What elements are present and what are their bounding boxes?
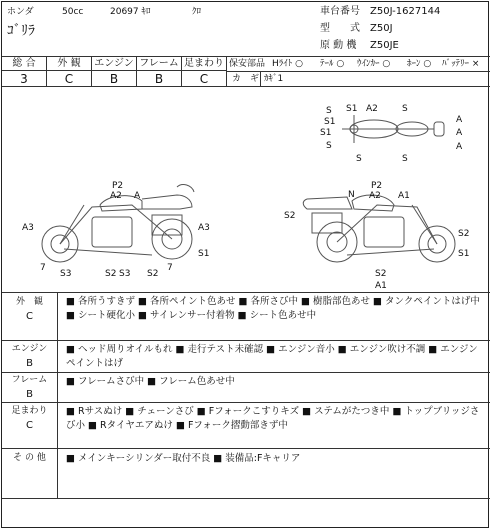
label: P2 xyxy=(371,181,383,191)
damage-diagram xyxy=(2,87,490,292)
section-title-frame: フレーム xyxy=(11,375,48,385)
grade-header-exterior: 外 観 xyxy=(57,58,81,69)
section-notes-frame: ■ フレームさび中 ■ フレーム色あせ中 xyxy=(66,376,235,387)
grade-header-frame: フレーム xyxy=(139,58,179,69)
frame-no-label: 車台番号 xyxy=(320,6,360,17)
section-title-exterior: 外 観 xyxy=(15,297,43,307)
equip-horn: ﾎｰﾝ ○ xyxy=(407,59,432,69)
label: N xyxy=(348,190,355,200)
label: S2 xyxy=(375,269,387,279)
grade-header-suspension: 足まわり xyxy=(184,58,224,69)
grade-frame: B xyxy=(154,72,164,86)
label: A3 xyxy=(22,223,34,233)
color: ｸﾛ xyxy=(192,7,202,17)
label: S xyxy=(402,104,408,114)
grade-header-engine: エンジン xyxy=(94,58,134,69)
model-name: ｺﾞﾘﾗ xyxy=(7,23,35,39)
label: A2 xyxy=(366,104,378,114)
top-view-labels xyxy=(320,104,463,164)
label: P2 xyxy=(112,181,124,191)
type-value: Z50J xyxy=(370,23,393,34)
label: A xyxy=(134,191,141,201)
equip-tail: ﾃｰﾙ ○ xyxy=(320,59,345,69)
label: S1 xyxy=(324,117,336,127)
label: S2 xyxy=(284,211,296,221)
label: S1 xyxy=(198,249,210,259)
label: A2 xyxy=(369,191,381,201)
label: S xyxy=(402,154,408,164)
grade-header-overall: 総 合 xyxy=(12,58,36,69)
section-grade-engine: B xyxy=(26,358,33,369)
label: 7 xyxy=(167,263,173,273)
displacement: 50cc xyxy=(62,7,84,17)
section-notes-exterior: ■ 各所うすきず ■ 各所ペイント色あせ ■ 各所さび中 ■ 樹脂部色あせ ■ タンクペイントはげ中 ■ シート硬化小 ■ サイレンサー付着物 ■ シート色あせ中 xyxy=(66,296,480,321)
section-title-suspension: 足まわり xyxy=(11,406,48,416)
label: S3 xyxy=(60,269,72,279)
section-title-other: そ の 他 xyxy=(13,453,46,463)
section-notes-engine: ■ ヘッド周りオイルもれ ■ 走行テスト未確認 ■ エンジン音小 ■ エンジン吹け不調 ■ エンジンペイントはげ xyxy=(66,344,478,369)
bike-top-view xyxy=(342,115,444,143)
equip-headlight: Hﾗｲﾄ ○ xyxy=(272,59,304,69)
maker: ホンダ xyxy=(7,7,34,17)
type-label: 型 式 xyxy=(320,23,360,34)
label: S1 xyxy=(320,128,332,138)
label: A xyxy=(456,115,463,125)
label: S1 xyxy=(458,249,470,259)
section-grade-suspension: C xyxy=(26,420,33,431)
equip-battery: ﾊﾞｯﾃﾘｰ × xyxy=(442,59,480,69)
engine-label: 原 動 機 xyxy=(320,40,357,51)
label: S2 xyxy=(105,269,117,279)
grade-exterior: C xyxy=(64,72,74,86)
label: S xyxy=(326,141,332,151)
label: S2 xyxy=(458,229,470,239)
equip-winker: ｳｲﾝｶｰ ○ xyxy=(357,59,391,69)
label: 7 xyxy=(40,263,46,273)
section-notes-other: ■ メインキーシリンダー取付不良 ■ 装備品:Fキャリア xyxy=(66,453,301,464)
engine-value: Z50JE xyxy=(370,40,399,51)
section-notes-suspension: ■ Rサスぬけ ■ チェーンさび ■ Fフォークこすりキズ ■ ステムがたつき中 ■ トップブリッジさび小 ■ Rタイヤエアぬけ ■ Fフォーク摺動部きず中 xyxy=(66,406,480,431)
key-label: カ ギ xyxy=(232,74,260,84)
section-title-engine: エンジン xyxy=(11,344,48,354)
label: A2 xyxy=(110,191,122,201)
key-value: ｶｷﾞ1 xyxy=(264,74,284,84)
grade-overall: 3 xyxy=(20,72,28,86)
section-grade-frame: B xyxy=(26,389,33,400)
bike-right-view xyxy=(303,195,455,262)
label: A3 xyxy=(198,223,210,233)
label: S xyxy=(326,106,332,116)
label: A1 xyxy=(398,191,410,201)
label: S2 xyxy=(147,269,159,279)
label: A xyxy=(456,128,463,138)
label: A1 xyxy=(375,281,387,291)
section-grade-exterior: C xyxy=(26,311,33,322)
grade-suspension: C xyxy=(199,72,209,86)
label: A xyxy=(456,142,463,152)
label: S1 xyxy=(346,104,358,114)
label: S xyxy=(356,154,362,164)
label: S3 xyxy=(119,269,131,279)
inspection-sheet xyxy=(1,1,489,528)
mileage: 20697 ｷﾛ xyxy=(110,7,151,17)
grade-engine: B xyxy=(109,72,119,86)
equipment-label: 保安部品 xyxy=(229,59,266,69)
frame-no: Z50J-1627144 xyxy=(370,6,441,17)
